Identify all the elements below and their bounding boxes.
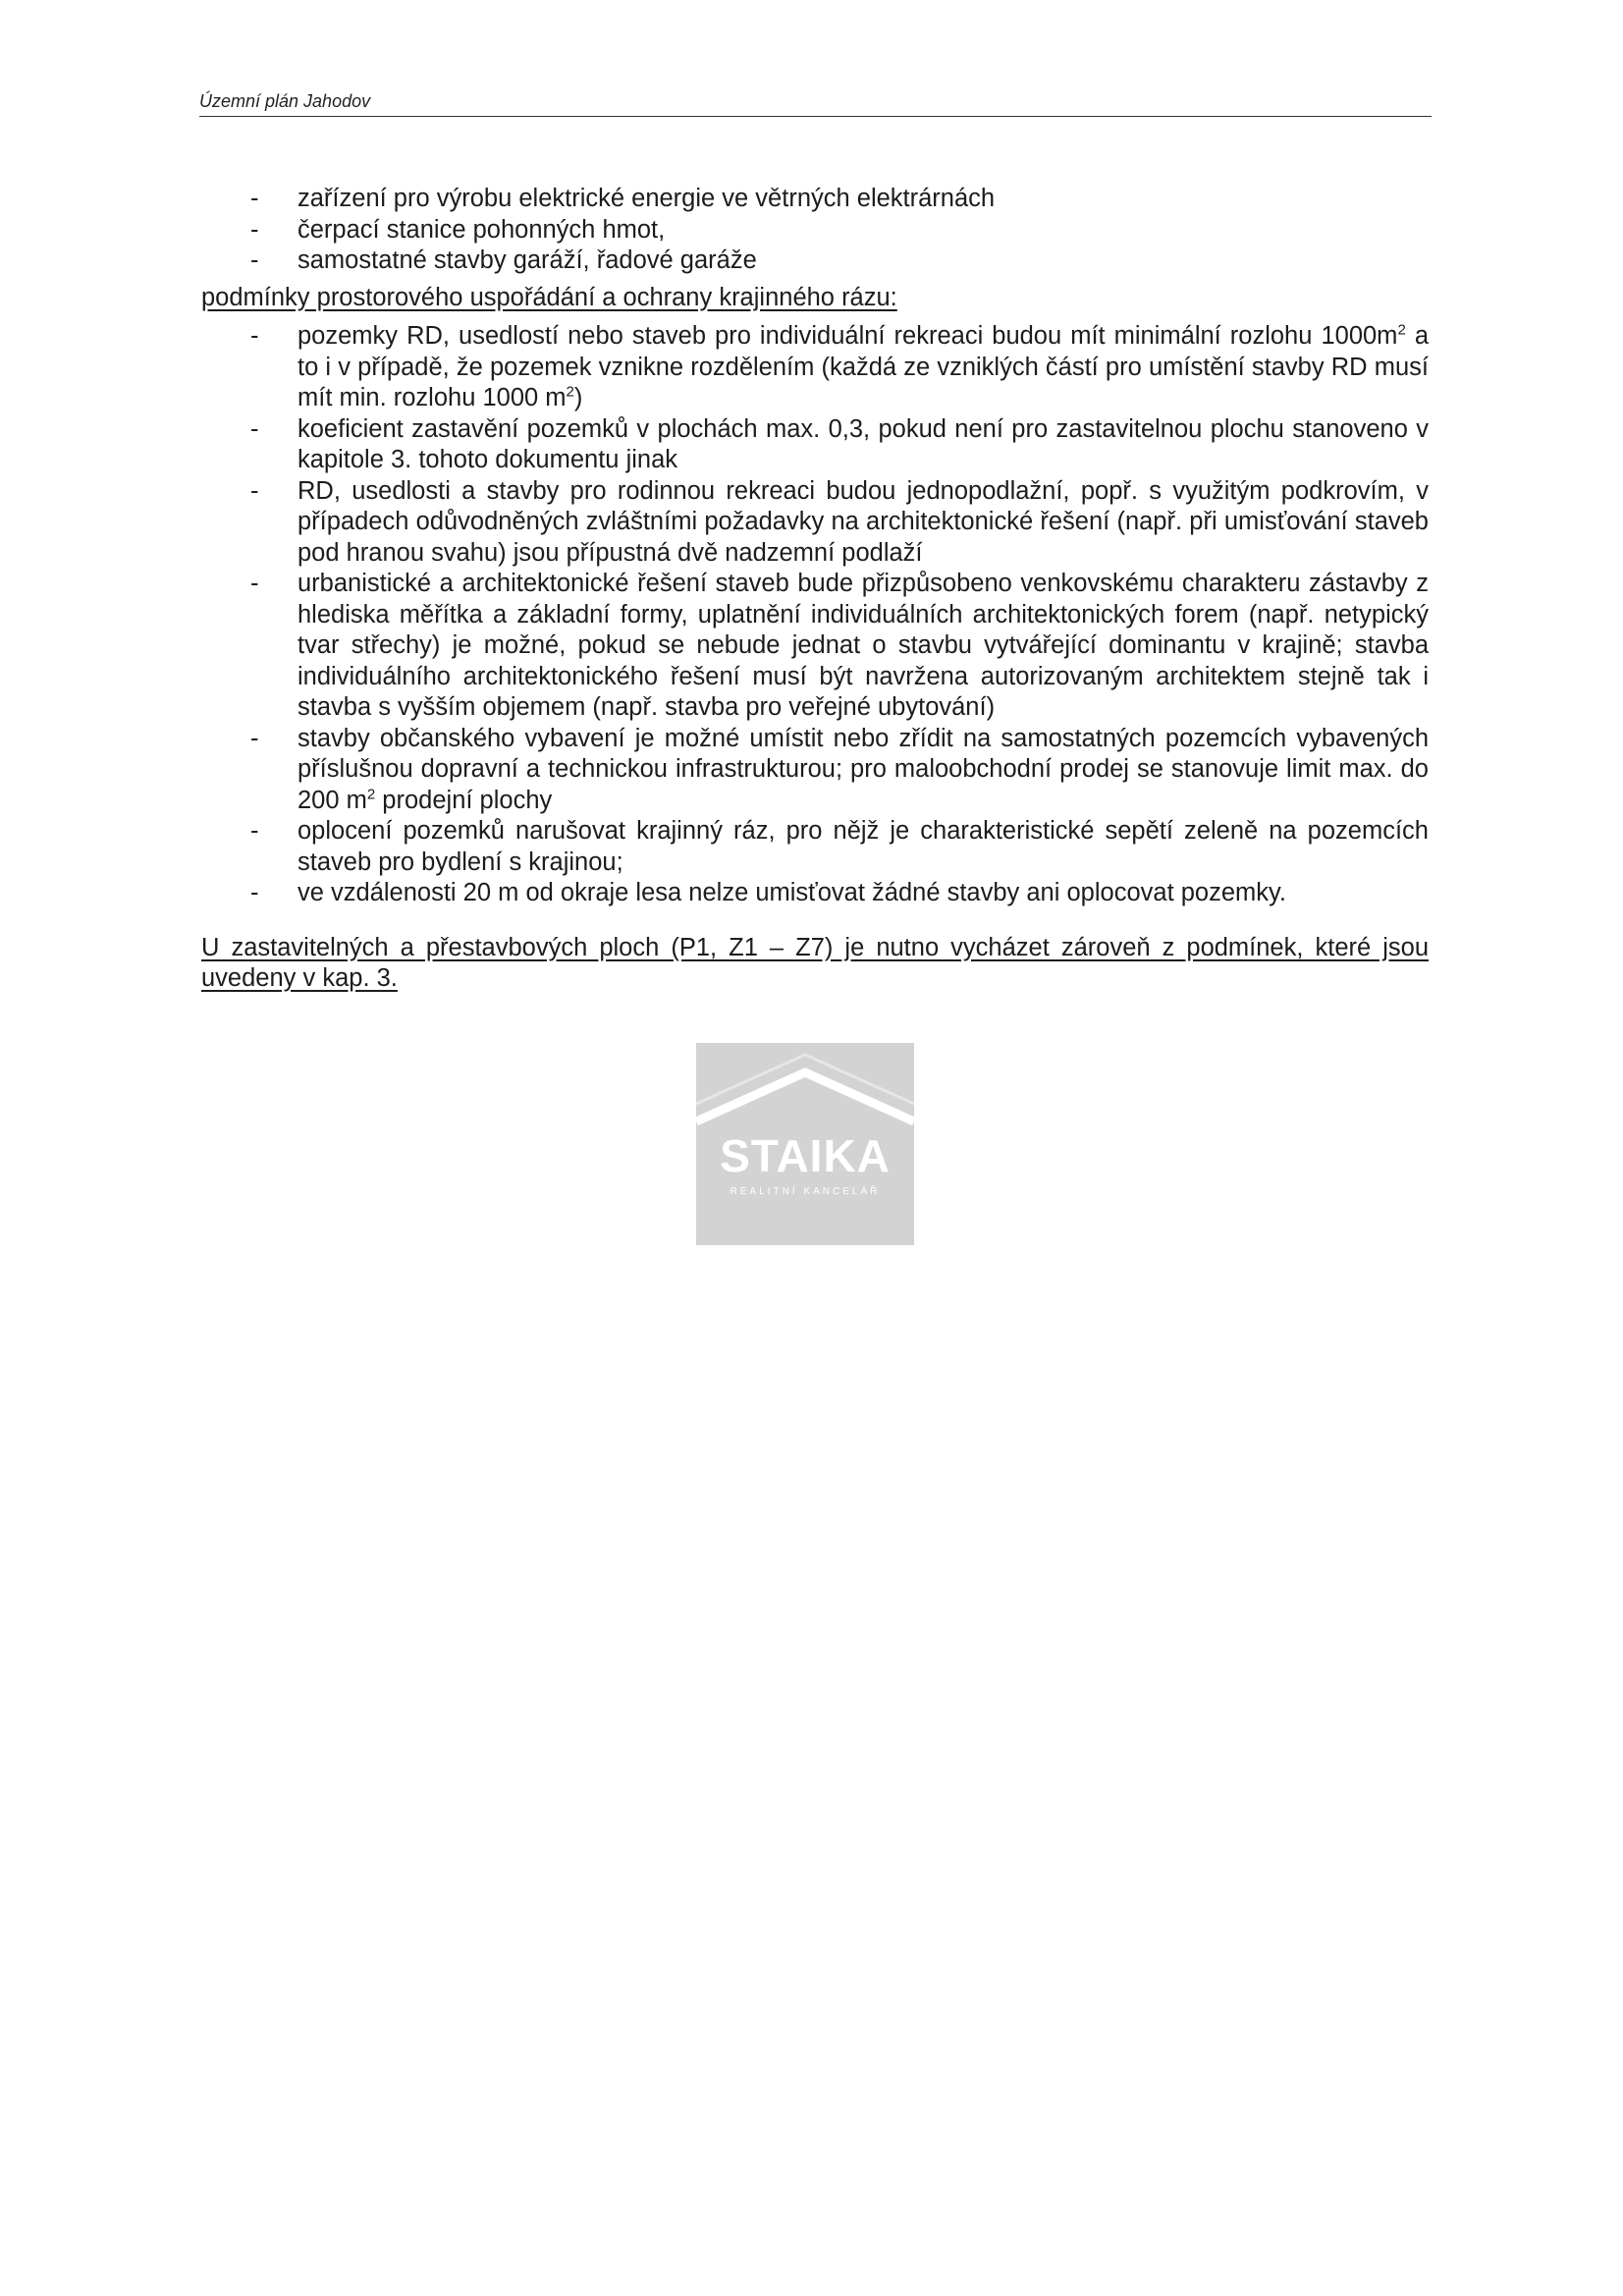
list-dash: - (250, 570, 259, 597)
closing-note: U zastavitelných a přestavbových ploch (P1, Z1 – Z7) je nutno vycházet zároveň z podmínek, které jsou uvedeny v kap. 3. (201, 933, 1429, 992)
watermark-name: STAIKA (720, 1130, 891, 1181)
text-fragment: stavby občanského vybavení je možné umístit nebo zřídit na samostatných pozemcích vybavených příslušnou dopravní a technickou infrastrukturou; pro maloobchodní prodej se stanovuje limit max. do 200 m (298, 724, 1429, 814)
list-item-text: oplocení pozemků narušovat krajinný ráz, pro nějž je charakteristické sepětí zeleně na pozemcích staveb pro bydlení s krajinou; (298, 817, 1429, 876)
list-item (201, 321, 1429, 414)
list-dash: - (250, 817, 259, 845)
watermark-subtitle: REALITNÍ KANCELÁŘ (730, 1186, 881, 1197)
list-item (201, 724, 1429, 817)
list-item (201, 184, 1429, 215)
list-item (201, 569, 1429, 724)
header-divider (199, 116, 1432, 117)
list-dash: - (250, 724, 259, 752)
list-dash: - (250, 322, 259, 350)
list-item-text: čerpací stanice pohonných hmot, (298, 215, 666, 244)
text-fragment: ) (573, 384, 583, 411)
list-item-text: samostatné stavby garáží, řadové garáže (298, 246, 757, 274)
document-header-title: Územní plán Jahodov (199, 91, 371, 111)
superscript: 2 (366, 786, 376, 802)
list-item (201, 215, 1429, 246)
list-dash: - (250, 246, 259, 274)
text-fragment: prodejní plochy (375, 786, 553, 814)
list-item (201, 476, 1429, 570)
document-body (201, 184, 1429, 995)
list-item (201, 878, 1429, 909)
list-dash: - (250, 476, 259, 505)
list-item-text (298, 322, 1429, 411)
superscript: 2 (1397, 321, 1406, 339)
list-dash: - (250, 879, 259, 906)
list-item-text: urbanistické a architektonické řešení staveb bude přizpůsobeno venkovskému charakteru zástavby z hlediska měřítka a základní formy, uplatnění individuálních architektonických forem (např. netypický tvar střechy) je možné, pokud se nebude jednat o stavbu vytvářející dominantu v krajině; stavba individuálního architektonického řešení musí být navržena autorizovaným architektem stejně tak i stavba s vyšším objemem (např. stavba pro veřejné ubytování) (298, 570, 1429, 721)
list-dash: - (250, 414, 259, 443)
list-item-text: RD, usedlosti a stavby pro rodinnou rekreaci budou jednopodlažní, popř. s využitým podkrovím, v případech odůvodněných zvláštními požadavky na architektonické řešení (např. při umisťování staveb pod hranou svahu) jsou přípustná dvě nadzemní podlaží (298, 476, 1429, 567)
text-fragment: pozemky RD, usedlostí nebo staveb pro individuální rekreaci budou mít minimální rozlohu 1000m (298, 322, 1398, 350)
list-item (201, 246, 1429, 277)
use-restrictions-list (201, 184, 1429, 277)
section-heading: podmínky prostorového uspořádání a ochrany krajinného rázu: (201, 283, 897, 311)
conditions-list (201, 321, 1429, 909)
list-item-text: zařízení pro výrobu elektrické energie ve větrných elektrárnách (298, 185, 996, 212)
list-item-text: ve vzdálenosti 20 m od okraje lesa nelze umisťovat žádné stavby ani oplocovat pozemky. (298, 879, 1286, 906)
list-item-text: koeficient zastavění pozemků v plochách max. 0,3, pokud není pro zastavitelnou plochu stanoveno v kapitole 3. tohoto dokumentu jinak (298, 414, 1429, 473)
staika-watermark (696, 1043, 914, 1245)
list-item-text (298, 725, 1429, 814)
superscript: 2 (566, 383, 574, 401)
text-fragment: a to i v případě, že pozemek vznikne rozdělením (každá ze vzniklých částí pro umístění stavby RD musí mít min. rozlohu 1000 m (298, 322, 1429, 411)
list-item (201, 414, 1429, 476)
list-dash: - (250, 185, 259, 212)
list-item (201, 816, 1429, 878)
list-dash: - (250, 215, 259, 244)
